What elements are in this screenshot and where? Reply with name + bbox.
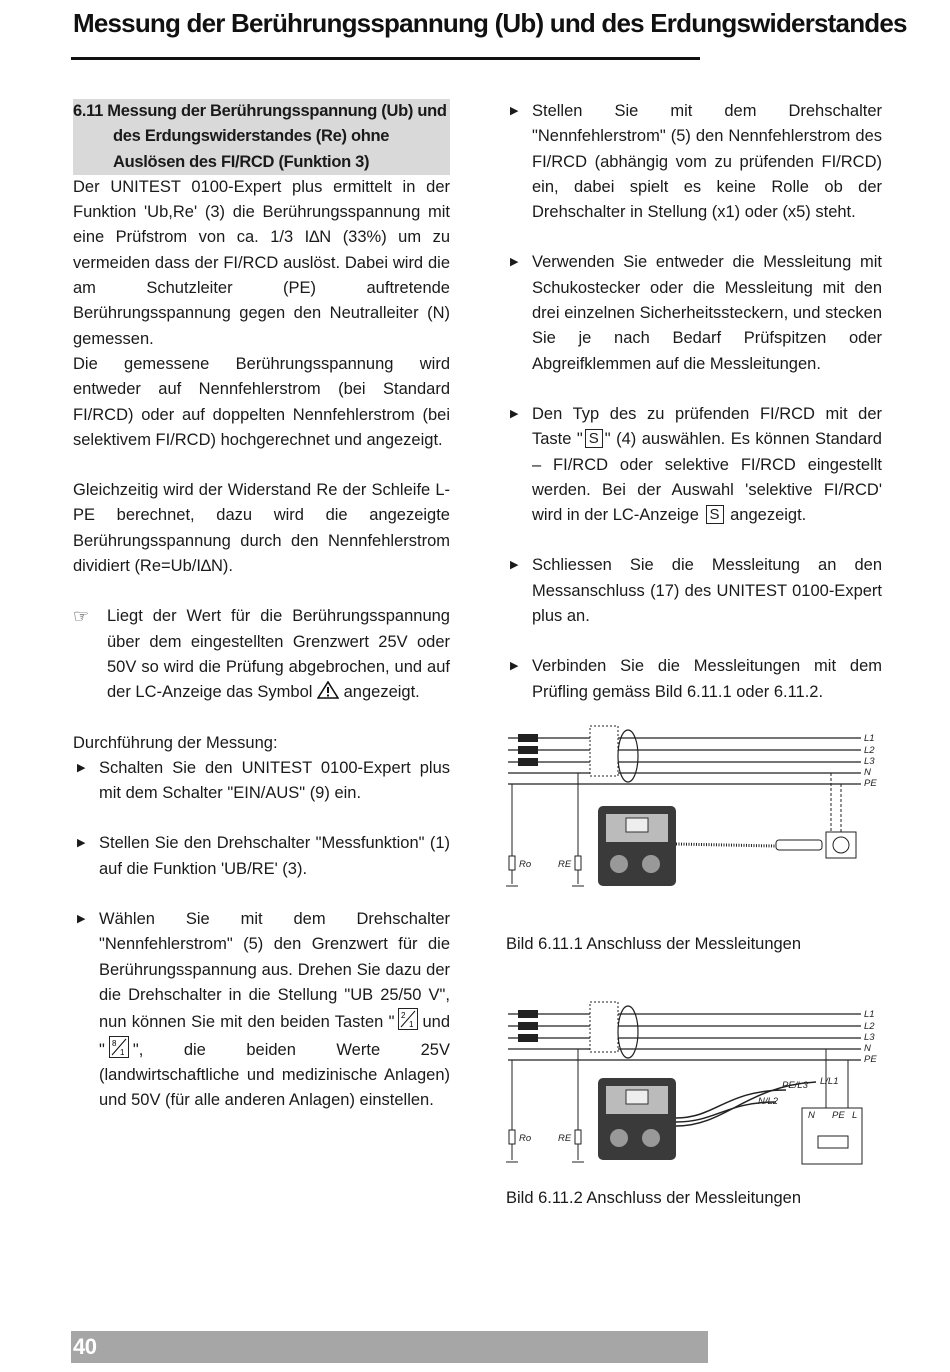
- svg-text:N: N: [808, 1110, 815, 1121]
- triangle-right-icon: ▶: [77, 761, 86, 774]
- list-item: ▶ Den Typ des zu prüfenden FI/RCD mit der Taste " S " (4) auswählen. Es können Standard – FI/RCD oder selektive FI/RCD eingestellt werden. Bei der Auswahl 'selektive FI/RCD' wird in der LC-Anzeige S angezeigt.: [506, 402, 882, 528]
- key-2-1-icon: [398, 1008, 418, 1030]
- page-number: 40: [73, 1334, 97, 1359]
- warning-note: [73, 604, 450, 705]
- svg-text:L3: L3: [864, 1032, 875, 1043]
- svg-text:N: N: [864, 767, 871, 778]
- key-8-1-icon: [109, 1036, 129, 1058]
- svg-text:PE: PE: [864, 778, 877, 789]
- page-title: Messung der Berührungsspannung (Ub) und des Erdungswiderstandes: [73, 8, 907, 38]
- triangle-right-icon: ▶: [510, 256, 519, 269]
- intro-paragraph: Der UNITEST 0100-Expert plus ermittelt in der Funktion 'Ub,Re' (3) die Berührungsspannung mit eine Prüfstrom von ca. 1/3 I∆N (33%) um zu vermeiden dass der FI/RCD auslöst. Dabei wird die am Schutzleiter (PE) auftretende Berührungsspannung gegen den Neutralleiter (N) gemessen.: [73, 177, 450, 348]
- svg-text:PE: PE: [832, 1110, 845, 1121]
- wiring-diagram-1: [506, 714, 886, 894]
- left-column: [73, 99, 450, 1113]
- svg-text:8: 8: [111, 1038, 117, 1048]
- wiring-diagram-2: [506, 990, 886, 1170]
- s-key-icon: S: [585, 429, 603, 448]
- svg-text:1: 1: [119, 1047, 125, 1057]
- svg-text:L2: L2: [864, 745, 875, 756]
- right-column: [506, 99, 882, 705]
- resistance-paragraph: Gleichzeitig wird der Widerstand Re der Schleife L-PE berechnet, dazu wird die angezeigte Berührungsspannung durch den Nennfehlerstrom dividiert (Re=Ub/I∆N).: [73, 481, 450, 576]
- section-heading-line1: 6.11 Messung der Berührungsspannung (Ub) und: [73, 102, 447, 120]
- svg-text:L1: L1: [864, 1009, 875, 1020]
- figure-caption-1: Bild 6.11.1 Anschluss der Messleitungen: [506, 935, 802, 953]
- triangle-right-icon: ▶: [510, 407, 519, 420]
- svg-text:PE: PE: [864, 1054, 877, 1065]
- triangle-right-icon: ▶: [77, 837, 86, 850]
- pointing-hand-icon: ☞: [73, 606, 90, 627]
- list-item: ▶ Schliessen Sie die Messleitung an den Messanschluss (17) des UNITEST 0100-Expert plus an.: [506, 553, 882, 629]
- section-heading: [73, 99, 450, 175]
- list-item: ▶ Stellen Sie mit dem Drehschalter "Nennfehlerstrom" (5) den Nennfehlerstrom des FI/RCD (abhängig vom zu prüfenden FI/RCD) ein, dabei spielt es keine Rolle ob der Drehschalter in Stellung (x1) oder (x5) steht.: [506, 99, 882, 225]
- triangle-right-icon: ▶: [510, 105, 519, 117]
- list-item: ▶ Wählen Sie mit dem Drehschalter "Nennfehlerstrom" (5) den Grenzwert für die Berührungsspannung aus. Drehen Sie dazu der die Drehschalter in die Stellung "UB 25/50 V", nun können Sie mit den beiden Tasten " 2 1 und " 8 1 ", die beiden Werte 25V (landwirtschaftliche und medizinische Anlagen) und 50V (für alle anderen Anlagen) einstellen.: [73, 907, 450, 1113]
- s-indicator-icon: S: [706, 505, 724, 524]
- list-item: ▶ Verwenden Sie entweder die Messleitung mit Schukostecker oder die Messleitung mit den drei einzelnen Sicherheitssteckern, und stecken Sie je nach Bedarf Prüfspitzen oder Abgreifklemmen auf die Messleitungen.: [506, 250, 882, 376]
- title-rule: [71, 57, 700, 60]
- svg-text:N: N: [864, 1043, 871, 1054]
- figure-caption-2: Bild 6.11.2 Anschluss der Messleitungen: [506, 1189, 802, 1207]
- note-text-end: angezeigt.: [343, 683, 420, 702]
- list-item: ▶ Stellen Sie den Drehschalter "Messfunktion" (1) auf die Funktion 'UB/RE' (3).: [73, 831, 450, 882]
- svg-text:L3: L3: [864, 756, 875, 767]
- warning-triangle-icon: [317, 681, 339, 699]
- triangle-right-icon: ▶: [510, 660, 519, 673]
- svg-text:Ro: Ro: [519, 1133, 532, 1144]
- conversion-paragraph: Die gemessene Berührungsspannung wird entweder auf Nennfehlerstrom (bei Standard FI/RCD) oder auf doppelten Nennfehlerstrom (bei selektivem FI/RCD) hochgerechnet und angezeigt.: [73, 354, 450, 449]
- svg-text:2: 2: [401, 1011, 406, 1021]
- svg-text:N/L2: N/L2: [758, 1096, 779, 1107]
- footer-bar: [71, 1331, 708, 1363]
- list-item: ▶ Verbinden Sie die Messleitungen mit dem Prüfling gemäss Bild 6.11.1 oder 6.11.2.: [506, 654, 882, 705]
- svg-text:RE: RE: [558, 1133, 572, 1144]
- section-heading-line2: des Erdungswiderstandes (Re) ohne: [113, 127, 390, 146]
- note-text: Liegt der Wert für die Berührungsspannung über dem eingestellten Grenzwert 25V oder 50V so wird die Prüfung abgebrochen, und auf der LC-Anzeige das Symbol: [107, 607, 450, 702]
- triangle-right-icon: ▶: [77, 913, 86, 926]
- procedure-intro: Durchführung der Messung:: [73, 733, 278, 752]
- svg-text:L/L1: L/L1: [820, 1076, 839, 1087]
- svg-text:RE: RE: [558, 859, 572, 870]
- svg-text:1: 1: [409, 1020, 414, 1030]
- list-item: ▶ Schalten Sie den UNITEST 0100-Expert plus mit dem Schalter "EIN/AUS" (9) ein.: [73, 756, 450, 807]
- svg-text:Ro: Ro: [519, 859, 532, 870]
- section-heading-line3: Auslösen des FI/RCD (Funktion 3): [113, 152, 370, 171]
- svg-text:PE/L3: PE/L3: [782, 1080, 808, 1091]
- svg-text:L2: L2: [864, 1021, 875, 1032]
- svg-text:L: L: [852, 1110, 858, 1121]
- triangle-right-icon: ▶: [510, 559, 519, 572]
- svg-text:L1: L1: [864, 733, 875, 744]
